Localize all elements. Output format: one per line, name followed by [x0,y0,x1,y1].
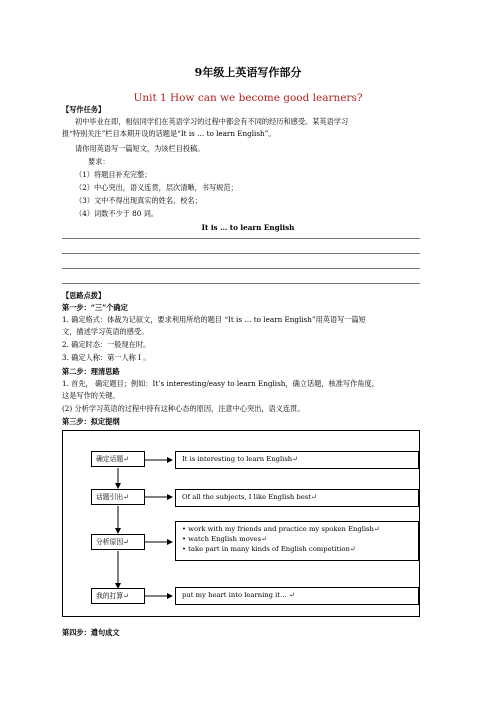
outline-label-plan: 我的打算↵ [91,588,145,604]
essay-title: It is … to learn English [201,223,295,232]
outline-content-plan [175,587,419,605]
task-intro-2: 报“特别关注”栏目本期开设的话题是“It is … to learn English”。 [62,129,276,138]
outline-content-intro [175,489,419,507]
step1-item-1a: 1. 确定格式：体裁为记叙文，要求利用所给的题目 “It is … to learn English”用英语写一篇短 [62,315,366,324]
step2-item-2: (2) 分析学习英语的过程中持有这种心态的原因，注意中心突出，语义连贯。 [62,404,305,413]
task-heading: 【写作任务】 [62,105,106,114]
guide-heading: 【思路点拨】 [62,291,106,300]
step2-title: 第二步：理清思路 [62,367,120,376]
step2-item-1a: 1. 首先， 确定题目；例如：It’s interesting/easy to learn English，确立话题，核准写作角度， [62,379,379,388]
outline-content-line: • take part in many kinds of English competition↵ [182,545,356,553]
step1-item-3: 3. 确定人称：第一人称 I 。 [62,353,151,362]
task-intro-3: 请你用英语写一篇短文，为该栏目投稿。 [75,144,205,153]
requirement-3: （3）文中不得出现真实的姓名、校名； [75,196,202,205]
step4-title: 第四步：遣句成文 [62,628,120,637]
task-intro-1: 初中毕业在即，相信同学们在英语学习的过程中都会有不同的经历和感受。某英语学习 [75,117,349,126]
unit-title: Unit 1 How can we become good learners? [133,92,363,104]
step1-title: 第一步：“三”个确定 [62,303,128,312]
page-title: 9年级上英语写作部分 [194,66,302,79]
outline-label-reasons: 分析原因↵ [91,534,145,550]
outline-content-line: • watch English moves↵ [182,535,267,543]
outline-content-line: put my heart into learning it… ↵ [182,591,295,599]
requirements-label: 要求： [88,157,110,166]
outline-content-line: Of all the subjects, I like English best↵ [182,493,317,501]
outline-content-line: It is interesting to learn English↵ [182,455,298,463]
step1-item-1b: 文，描述学习英语的感受。 [62,327,149,336]
step1-item-2: 2. 确定时态：一般现在时。 [62,340,151,349]
requirement-1: （1）将题目补充完整； [75,170,152,179]
outline-label-topic: 确定话题↵ [91,451,145,467]
outline-content-line: • work with my friends and practice my spoken English↵ [182,525,380,533]
step2-item-1b: 这是写作的关键。 [62,391,120,400]
outline-content-topic [175,451,419,469]
outline-label-intro: 话题引出↵ [91,489,145,505]
requirement-2: （2）中心突出，语义连贯，层次清晰，书写规范； [75,183,238,192]
requirement-4: （4）词数不少于 80 词。 [75,209,158,218]
step3-title: 第三步：拟定提纲 [62,417,120,426]
outline-content-reasons [175,521,419,561]
